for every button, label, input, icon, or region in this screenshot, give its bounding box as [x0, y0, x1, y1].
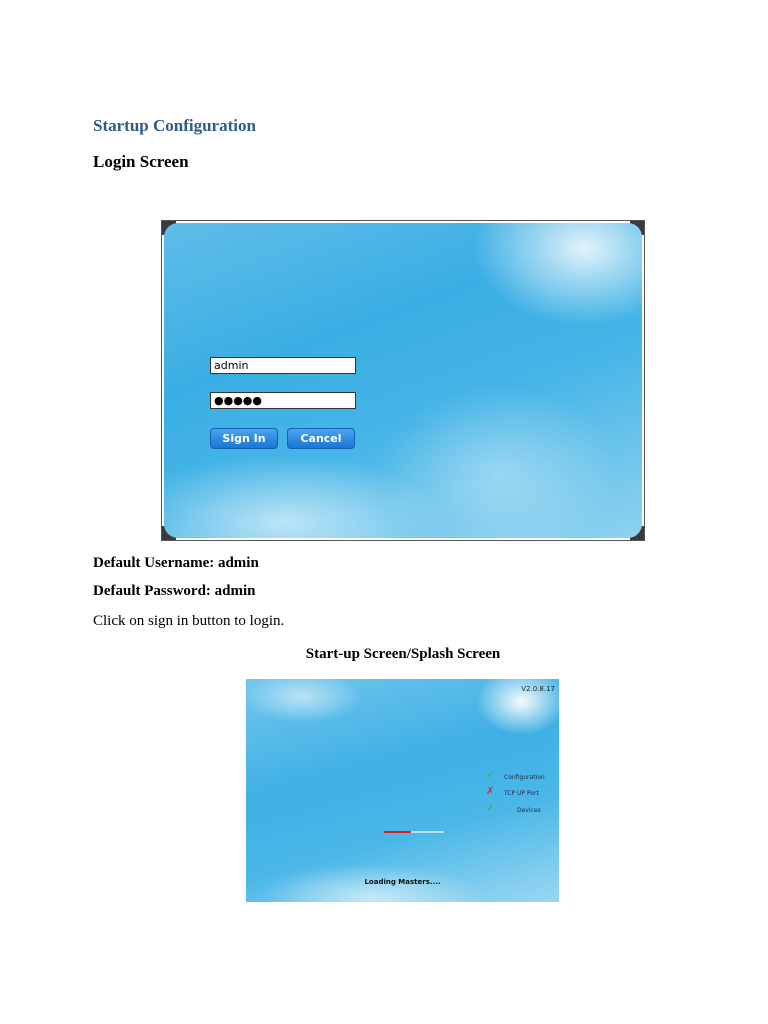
- splash-screen-heading: Start-up Screen/Splash Screen: [305, 646, 501, 662]
- loading-progress-bar: [384, 831, 444, 833]
- cross-icon: ✗: [486, 786, 495, 797]
- loading-status-text: Loading Masters....: [364, 878, 441, 886]
- splash-screenshot: [246, 679, 559, 902]
- check-icon: ✓: [486, 770, 495, 781]
- default-password-text: Default Password: admin: [93, 583, 256, 599]
- section-title: Startup Configuration: [93, 116, 256, 135]
- version-label: V2.0.8.17: [521, 685, 555, 693]
- check-icon: ✓: [486, 803, 495, 814]
- login-screenshot: [161, 220, 645, 541]
- password-input[interactable]: ●●●●●: [210, 392, 356, 409]
- login-window: [164, 223, 642, 538]
- cancel-button[interactable]: Cancel: [287, 428, 355, 449]
- loading-progress-fill: [384, 831, 411, 833]
- default-username-text: Default Username: admin: [93, 555, 259, 571]
- login-screen-heading: Login Screen: [93, 152, 189, 171]
- status-label: Configuration: [504, 774, 545, 781]
- username-input[interactable]: admin: [210, 357, 356, 374]
- sign-in-button[interactable]: Sign In: [210, 428, 278, 449]
- status-label: TCP UP Port: [504, 790, 539, 797]
- status-label: Devices: [517, 807, 541, 814]
- login-instruction: Click on sign in button to login.: [93, 613, 285, 629]
